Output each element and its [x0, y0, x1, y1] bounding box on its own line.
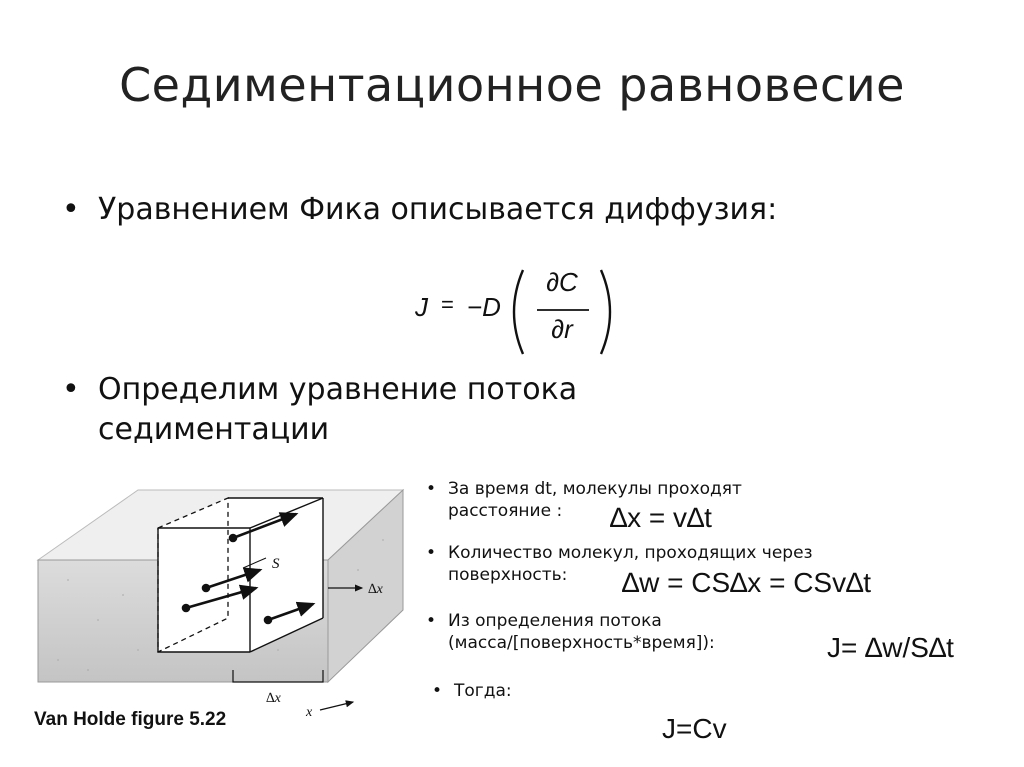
sub-bullet-line1: Количество молекул, проходящих через: [448, 543, 813, 563]
equation-brackets: [405, 262, 635, 362]
equation-numerator: ∂C: [546, 267, 578, 297]
sub-bullet-dot: •: [426, 611, 437, 631]
bullet-dot: •: [62, 192, 80, 227]
formula-flux: J= ∆w/S∆t: [827, 632, 954, 663]
sub-bullet-line1: Из определения потока: [448, 611, 662, 631]
equation-minus-d: −D: [467, 292, 501, 322]
label-dx-right: ∆x: [368, 582, 383, 597]
equation-j: J: [415, 292, 428, 322]
bullet-fick: [62, 190, 778, 230]
bullet-dot: •: [62, 372, 80, 407]
equation-equals: =: [441, 292, 454, 317]
bullet-sedimentation: [62, 370, 578, 450]
label-x-axis: x: [306, 705, 313, 720]
bullet-text: Уравнением Фика описывается диффузия:: [98, 192, 778, 227]
equation-denominator: ∂r: [551, 314, 573, 344]
bullet-text-line2: седиментации: [98, 412, 330, 447]
sub-bullet-line2: (масса/[поверхность*время]):: [448, 633, 715, 653]
sub-bullet-dot: •: [432, 681, 443, 701]
sub-bullet-dot: •: [426, 479, 437, 499]
fick-equation: [405, 262, 635, 362]
sub-bullet-dot: •: [426, 543, 437, 563]
formula-count: ∆w = CS∆x = CSv∆t: [622, 567, 872, 598]
formula-distance: ∆x = v∆t: [610, 502, 712, 533]
sub-bullet-line2: расстояние :: [448, 501, 563, 521]
sub-bullet-then: [432, 680, 512, 702]
label-s: S: [272, 556, 280, 572]
sub-bullet-flux: [426, 610, 715, 654]
figure-caption: Van Holde figure 5.22: [34, 709, 227, 730]
flux-diagram: [28, 470, 418, 720]
slide-title: Седиментационное равновесие: [119, 58, 905, 112]
label-dx-bottom: ∆x: [266, 691, 281, 706]
sub-bullet-line2: поверхность:: [448, 565, 568, 585]
bullet-text-line1: Определим уравнение потока: [98, 372, 578, 407]
formula-result: J=Cv: [662, 713, 727, 744]
sub-bullet-line1: Тогда:: [454, 681, 512, 701]
sub-bullet-line1: За время dt, молекулы проходят: [448, 479, 742, 499]
